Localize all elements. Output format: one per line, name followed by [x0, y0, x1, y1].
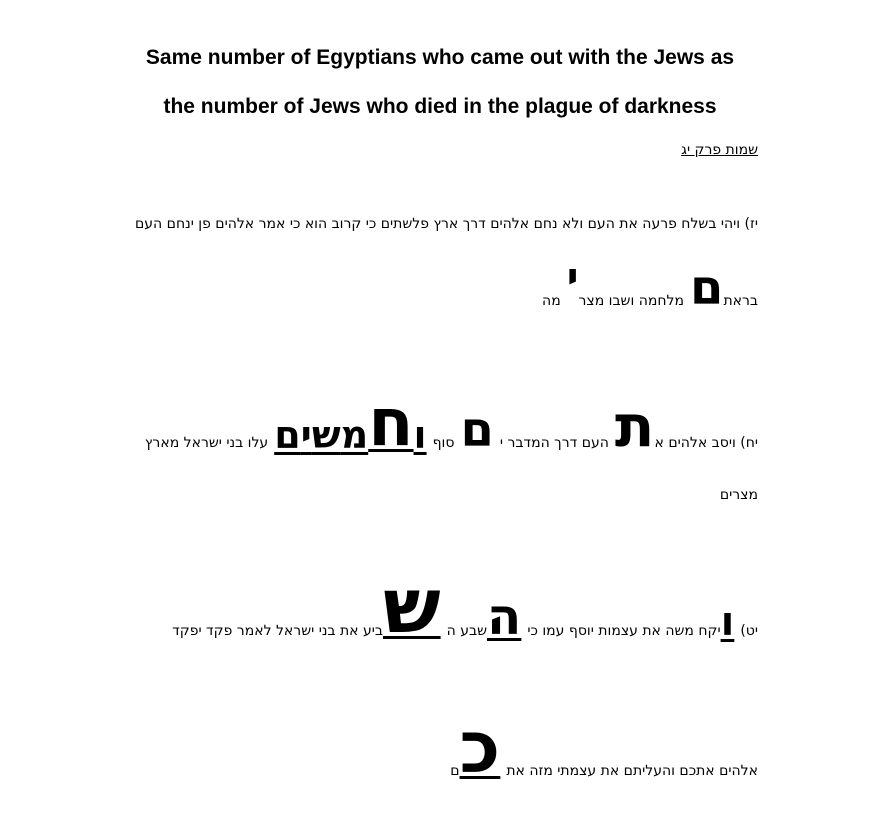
verse-20-text-2: ם — [450, 763, 460, 779]
verse-18-line-1 — [106, 380, 758, 461]
verse-18-yod: י — [300, 412, 312, 457]
verse-18-big-vav: ו — [413, 412, 427, 457]
verse-19-big-vav: ו — [720, 599, 735, 645]
title-line-2: the number of Jews who died in the plague of darkness — [163, 95, 717, 118]
verse-17-text-2: מלחמה ושבו מצר — [578, 293, 685, 309]
chapter-heading: שמות פרק יג — [681, 142, 758, 158]
verse-20-big-kaf: כ — [459, 705, 501, 790]
verse-19-text-3: שבע ה — [446, 623, 487, 639]
verse-19-line — [106, 560, 758, 650]
verse-17-big-mem: ם — [690, 259, 724, 316]
verse-17-line-1: יז) ויהי בשלח פרעה את העם ולא נחם אלהים דרך ארץ פלשתים כי קרוב הוא כי אמר אלהים פן ינחם העם — [135, 216, 758, 232]
verse-18-big-tav: ת — [614, 391, 655, 460]
verse-18-text-1: יח) ויסב אלהים א — [654, 435, 758, 451]
verse-20-line — [106, 700, 758, 790]
verse-19-text-1: יט) — [740, 623, 758, 639]
verse-19-text-2: יקח משה את עצמות יוסף עמו כי — [527, 623, 721, 639]
verse-19-big-he: ה — [486, 588, 522, 646]
verse-18-mem: מ — [340, 412, 369, 457]
verse-18-text-4: עלו בני ישראל מארץ — [144, 435, 269, 451]
verse-18-big-chet: ח — [368, 383, 414, 461]
title-line-1: Same number of Egyptians who came out with the Jews as — [145, 46, 735, 69]
verse-17-text-3: מה — [542, 293, 561, 309]
verse-17-big-yod: י — [566, 255, 579, 301]
verse-18-text-3: סוף — [432, 435, 455, 451]
verse-18-big-mem: ם — [460, 401, 494, 458]
verse-18-shin: ש — [311, 412, 341, 457]
verse-19-big-shin: ש — [382, 560, 441, 650]
verse-17-line-2 — [106, 255, 758, 316]
verse-18-line-2: מצרים — [719, 487, 758, 503]
verse-17-text-1: בראת — [723, 293, 758, 309]
verse-20-text-1: אלהים אתכם והעליתם את עצמתי מזה את — [506, 763, 758, 779]
verse-18-final-mem: ם — [274, 412, 301, 457]
verse-19-text-4: ביע את בני ישראל לאמר פקד יפקד — [172, 623, 383, 639]
verse-18-text-2: העם דרך המדבר י — [499, 435, 609, 451]
